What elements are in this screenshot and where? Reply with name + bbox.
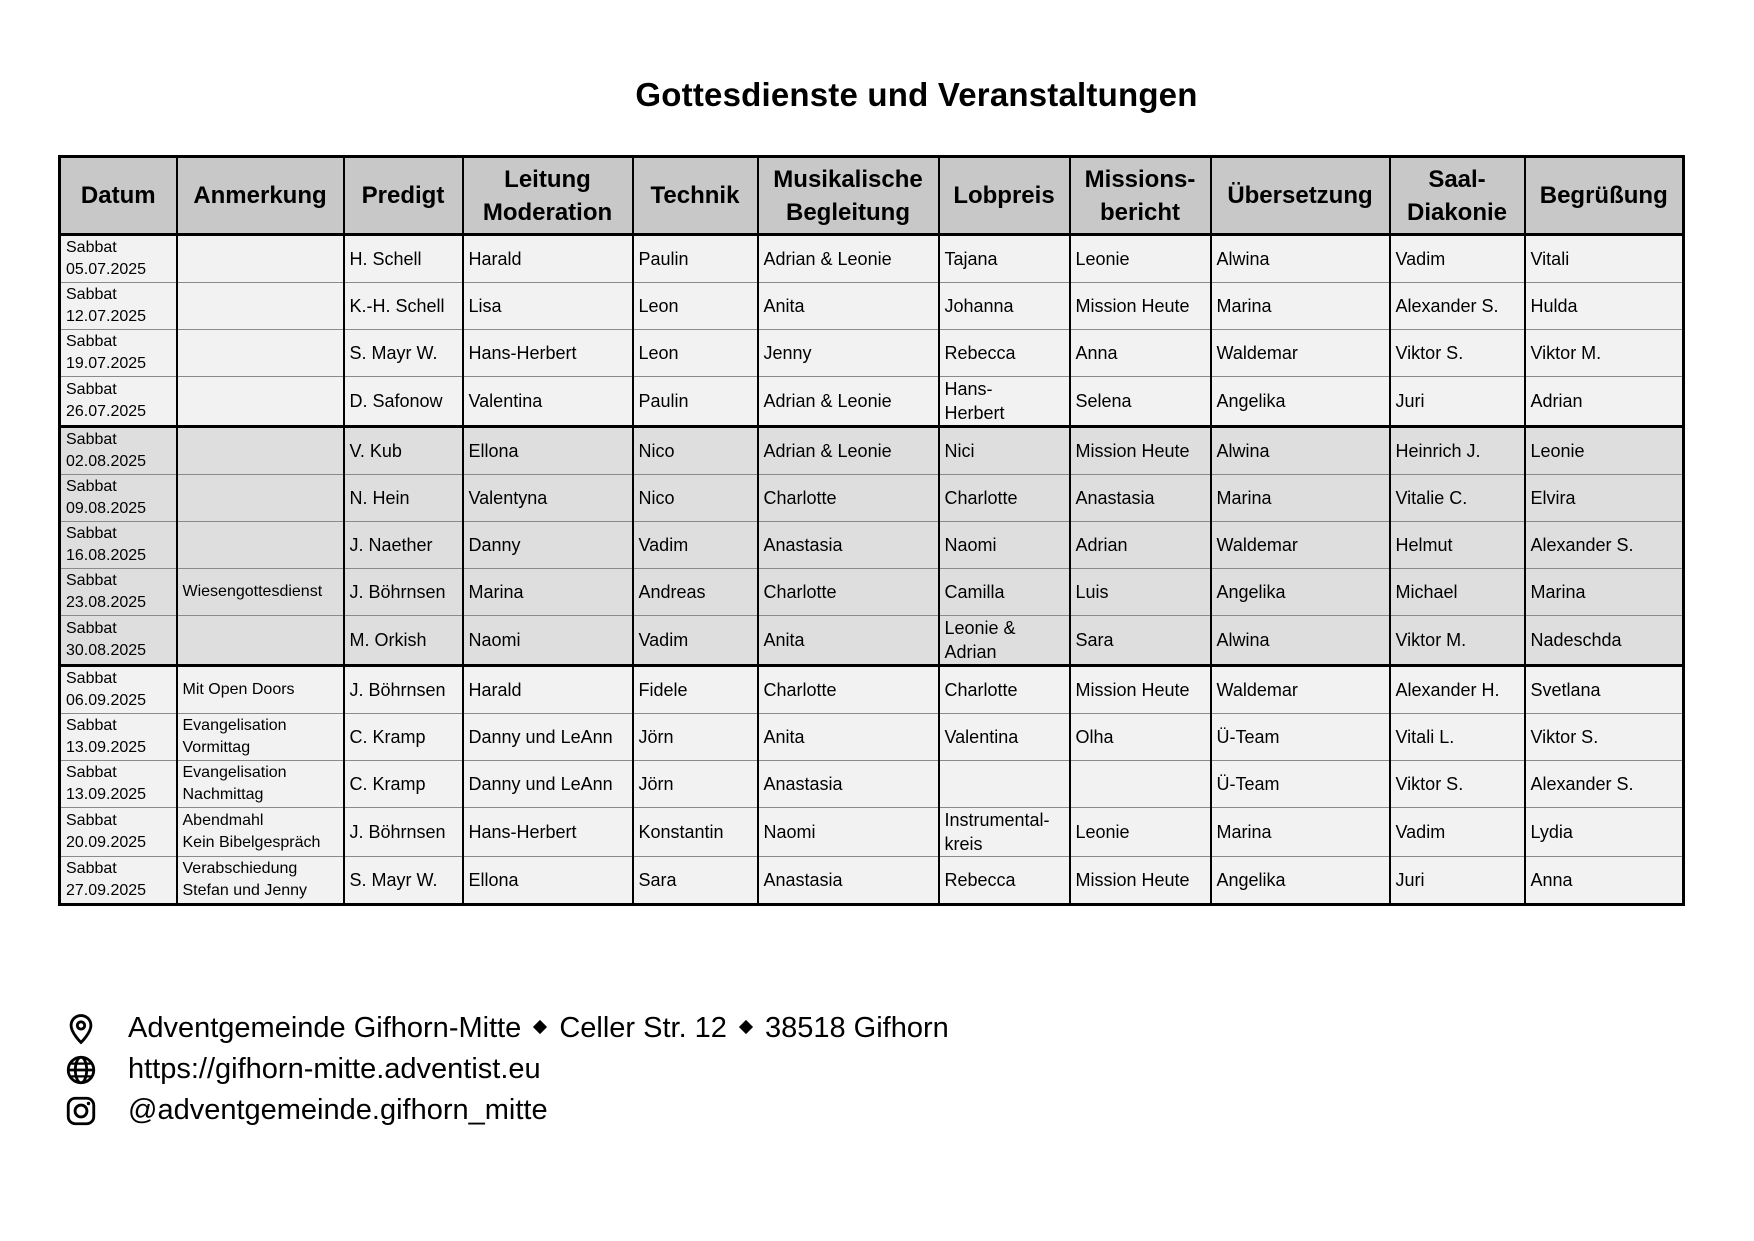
cell-datum: Sabbat 02.08.2025 [60, 427, 177, 475]
cell-mission: Leonie [1070, 808, 1211, 857]
cell-predigt: V. Kub [344, 427, 463, 475]
cell-mission: Olha [1070, 714, 1211, 761]
table-row [60, 857, 1684, 905]
cell-diakonie: Viktor S. [1390, 761, 1525, 808]
cell-datum: Sabbat 26.07.2025 [60, 377, 177, 427]
cell-musik: Anita [758, 714, 939, 761]
globe-icon [64, 1053, 98, 1087]
col-header-lobpreis: Lobpreis [939, 157, 1070, 235]
cell-musik: Adrian & Leonie [758, 427, 939, 475]
cell-diakonie: Alexander S. [1390, 283, 1525, 330]
cell-musik: Charlotte [758, 569, 939, 616]
cell-uebersetzung: Alwina [1211, 235, 1390, 283]
cell-datum: Sabbat 23.08.2025 [60, 569, 177, 616]
cell-begruessung: Anna [1525, 857, 1684, 905]
contact-footer [64, 1008, 949, 1131]
cell-leitung: Harald [463, 235, 633, 283]
cell-begruessung: Alexander S. [1525, 761, 1684, 808]
col-header-predigt: Predigt [344, 157, 463, 235]
col-header-begruessung: Begrüßung [1525, 157, 1684, 235]
cell-predigt: S. Mayr W. [344, 330, 463, 377]
schedule-table [58, 155, 1685, 906]
cell-begruessung: Leonie [1525, 427, 1684, 475]
street-address: Celler Str. 12 [559, 1012, 727, 1044]
cell-leitung: Ellona [463, 427, 633, 475]
cell-mission: Mission Heute [1070, 283, 1211, 330]
city-address: 38518 Gifhorn [764, 1012, 949, 1044]
cell-technik: Andreas [633, 569, 758, 616]
cell-technik: Jörn [633, 714, 758, 761]
cell-diakonie: Vitalie C. [1390, 475, 1525, 522]
cell-musik: Charlotte [758, 666, 939, 714]
col-header-anmerkung: Anmerkung [177, 157, 344, 235]
cell-begruessung: Vitali [1525, 235, 1684, 283]
cell-uebersetzung: Alwina [1211, 427, 1390, 475]
cell-diakonie: Alexander H. [1390, 666, 1525, 714]
cell-uebersetzung: Marina [1211, 808, 1390, 857]
table-row [60, 377, 1684, 427]
cell-predigt: C. Kramp [344, 714, 463, 761]
cell-datum: Sabbat 16.08.2025 [60, 522, 177, 569]
cell-lobpreis: Charlotte [939, 666, 1070, 714]
col-header-mission: Missions- bericht [1070, 157, 1211, 235]
cell-uebersetzung: Marina [1211, 475, 1390, 522]
cell-lobpreis: Hans- Herbert [939, 377, 1070, 427]
cell-anmerkung: Evangelisation Vormittag [177, 714, 344, 761]
table-row [60, 522, 1684, 569]
cell-anmerkung: Verabschiedung Stefan und Jenny [177, 857, 344, 905]
cell-technik: Jörn [633, 761, 758, 808]
cell-technik: Vadim [633, 616, 758, 666]
cell-predigt: M. Orkish [344, 616, 463, 666]
cell-lobpreis: Naomi [939, 522, 1070, 569]
cell-technik: Leon [633, 283, 758, 330]
table-row [60, 761, 1684, 808]
cell-technik: Paulin [633, 235, 758, 283]
cell-diakonie: Juri [1390, 857, 1525, 905]
cell-lobpreis: Instrumental- kreis [939, 808, 1070, 857]
cell-technik: Paulin [633, 377, 758, 427]
cell-begruessung: Adrian [1525, 377, 1684, 427]
cell-anmerkung: Evangelisation Nachmittag [177, 761, 344, 808]
cell-anmerkung [177, 475, 344, 522]
cell-musik: Adrian & Leonie [758, 377, 939, 427]
page-title: Gottesdienste und Veranstaltungen [635, 76, 1198, 113]
instagram-line [64, 1090, 949, 1131]
cell-technik: Sara [633, 857, 758, 905]
table-row [60, 427, 1684, 475]
cell-anmerkung [177, 522, 344, 569]
cell-mission: Luis [1070, 569, 1211, 616]
cell-anmerkung: Abendmahl Kein Bibelgespräch [177, 808, 344, 857]
cell-anmerkung [177, 427, 344, 475]
cell-diakonie: Helmut [1390, 522, 1525, 569]
cell-diakonie: Heinrich J. [1390, 427, 1525, 475]
cell-lobpreis [939, 761, 1070, 808]
table-row [60, 283, 1684, 330]
cell-uebersetzung: Ü-Team [1211, 714, 1390, 761]
cell-mission: Mission Heute [1070, 857, 1211, 905]
cell-uebersetzung: Angelika [1211, 857, 1390, 905]
cell-predigt: H. Schell [344, 235, 463, 283]
table-row [60, 235, 1684, 283]
cell-lobpreis: Camilla [939, 569, 1070, 616]
cell-diakonie: Vitali L. [1390, 714, 1525, 761]
cell-musik: Jenny [758, 330, 939, 377]
address-line [64, 1008, 949, 1049]
cell-datum: Sabbat 13.09.2025 [60, 761, 177, 808]
table-row [60, 569, 1684, 616]
cell-musik: Anita [758, 283, 939, 330]
website-link[interactable]: https://gifhorn-mitte.adventist.eu [128, 1053, 541, 1085]
cell-datum: Sabbat 12.07.2025 [60, 283, 177, 330]
diamond-separator-icon [533, 1019, 547, 1033]
cell-lobpreis: Johanna [939, 283, 1070, 330]
cell-begruessung: Lydia [1525, 808, 1684, 857]
cell-leitung: Harald [463, 666, 633, 714]
cell-lobpreis: Charlotte [939, 475, 1070, 522]
cell-datum: Sabbat 13.09.2025 [60, 714, 177, 761]
cell-leitung: Hans-Herbert [463, 330, 633, 377]
cell-datum: Sabbat 30.08.2025 [60, 616, 177, 666]
church-name: Adventgemeinde Gifhorn-Mitte [128, 1012, 522, 1044]
cell-leitung: Danny und LeAnn [463, 761, 633, 808]
cell-begruessung: Viktor S. [1525, 714, 1684, 761]
cell-begruessung: Alexander S. [1525, 522, 1684, 569]
instagram-handle[interactable]: @adventgemeinde.gifhorn_mitte [128, 1094, 548, 1126]
cell-uebersetzung: Angelika [1211, 377, 1390, 427]
cell-mission: Mission Heute [1070, 427, 1211, 475]
cell-anmerkung [177, 616, 344, 666]
cell-anmerkung [177, 377, 344, 427]
cell-mission: Anastasia [1070, 475, 1211, 522]
cell-mission: Leonie [1070, 235, 1211, 283]
cell-lobpreis: Rebecca [939, 330, 1070, 377]
cell-mission: Selena [1070, 377, 1211, 427]
cell-leitung: Valentina [463, 377, 633, 427]
table-row [60, 475, 1684, 522]
cell-anmerkung: Wiesengottesdienst [177, 569, 344, 616]
cell-uebersetzung: Ü-Team [1211, 761, 1390, 808]
location-pin-icon [64, 1012, 98, 1046]
cell-musik: Anita [758, 616, 939, 666]
cell-begruessung: Elvira [1525, 475, 1684, 522]
cell-mission [1070, 761, 1211, 808]
cell-leitung: Lisa [463, 283, 633, 330]
cell-leitung: Danny und LeAnn [463, 714, 633, 761]
cell-musik: Adrian & Leonie [758, 235, 939, 283]
cell-diakonie: Viktor M. [1390, 616, 1525, 666]
cell-musik: Naomi [758, 808, 939, 857]
table-row [60, 808, 1684, 857]
cell-lobpreis: Nici [939, 427, 1070, 475]
col-header-musik: Musikalische Begleitung [758, 157, 939, 235]
cell-datum: Sabbat 20.09.2025 [60, 808, 177, 857]
cell-uebersetzung: Waldemar [1211, 666, 1390, 714]
cell-lobpreis: Tajana [939, 235, 1070, 283]
cell-begruessung: Hulda [1525, 283, 1684, 330]
cell-datum: Sabbat 05.07.2025 [60, 235, 177, 283]
table-row [60, 616, 1684, 666]
cell-technik: Vadim [633, 522, 758, 569]
col-header-leitung: Leitung Moderation [463, 157, 633, 235]
cell-begruessung: Svetlana [1525, 666, 1684, 714]
cell-leitung: Naomi [463, 616, 633, 666]
col-header-uebersetzung: Übersetzung [1211, 157, 1390, 235]
cell-diakonie: Vadim [1390, 235, 1525, 283]
cell-predigt: C. Kramp [344, 761, 463, 808]
cell-anmerkung: Mit Open Doors [177, 666, 344, 714]
diamond-separator-icon [739, 1019, 753, 1033]
cell-anmerkung [177, 283, 344, 330]
cell-diakonie: Viktor S. [1390, 330, 1525, 377]
cell-technik: Leon [633, 330, 758, 377]
cell-predigt: J. Böhrnsen [344, 808, 463, 857]
col-header-diakonie: Saal- Diakonie [1390, 157, 1525, 235]
cell-datum: Sabbat 27.09.2025 [60, 857, 177, 905]
cell-musik: Anastasia [758, 522, 939, 569]
cell-mission: Sara [1070, 616, 1211, 666]
cell-mission: Anna [1070, 330, 1211, 377]
cell-technik: Nico [633, 475, 758, 522]
cell-lobpreis: Rebecca [939, 857, 1070, 905]
cell-predigt: J. Böhrnsen [344, 569, 463, 616]
cell-datum: Sabbat 09.08.2025 [60, 475, 177, 522]
cell-begruessung: Nadeschda [1525, 616, 1684, 666]
cell-uebersetzung: Waldemar [1211, 330, 1390, 377]
cell-datum: Sabbat 19.07.2025 [60, 330, 177, 377]
cell-musik: Anastasia [758, 857, 939, 905]
cell-musik: Anastasia [758, 761, 939, 808]
table-row [60, 330, 1684, 377]
cell-technik: Nico [633, 427, 758, 475]
cell-mission: Adrian [1070, 522, 1211, 569]
cell-predigt: K.-H. Schell [344, 283, 463, 330]
table-row [60, 714, 1684, 761]
cell-lobpreis: Leonie & Adrian [939, 616, 1070, 666]
cell-anmerkung [177, 330, 344, 377]
col-header-datum: Datum [60, 157, 177, 235]
cell-begruessung: Viktor M. [1525, 330, 1684, 377]
cell-predigt: J. Böhrnsen [344, 666, 463, 714]
cell-leitung: Hans-Herbert [463, 808, 633, 857]
table-row [60, 666, 1684, 714]
cell-leitung: Marina [463, 569, 633, 616]
cell-mission: Mission Heute [1070, 666, 1211, 714]
website-line [64, 1049, 949, 1090]
cell-diakonie: Juri [1390, 377, 1525, 427]
cell-predigt: S. Mayr W. [344, 857, 463, 905]
cell-technik: Konstantin [633, 808, 758, 857]
cell-anmerkung [177, 235, 344, 283]
col-header-technik: Technik [633, 157, 758, 235]
header-row [60, 157, 1684, 235]
cell-uebersetzung: Alwina [1211, 616, 1390, 666]
cell-predigt: J. Naether [344, 522, 463, 569]
cell-predigt: N. Hein [344, 475, 463, 522]
cell-diakonie: Vadim [1390, 808, 1525, 857]
cell-lobpreis: Valentina [939, 714, 1070, 761]
cell-musik: Charlotte [758, 475, 939, 522]
cell-leitung: Danny [463, 522, 633, 569]
cell-uebersetzung: Marina [1211, 283, 1390, 330]
cell-uebersetzung: Waldemar [1211, 522, 1390, 569]
cell-begruessung: Marina [1525, 569, 1684, 616]
cell-uebersetzung: Angelika [1211, 569, 1390, 616]
cell-leitung: Valentyna [463, 475, 633, 522]
cell-datum: Sabbat 06.09.2025 [60, 666, 177, 714]
instagram-icon [64, 1094, 98, 1128]
cell-leitung: Ellona [463, 857, 633, 905]
cell-diakonie: Michael [1390, 569, 1525, 616]
cell-technik: Fidele [633, 666, 758, 714]
cell-predigt: D. Safonow [344, 377, 463, 427]
